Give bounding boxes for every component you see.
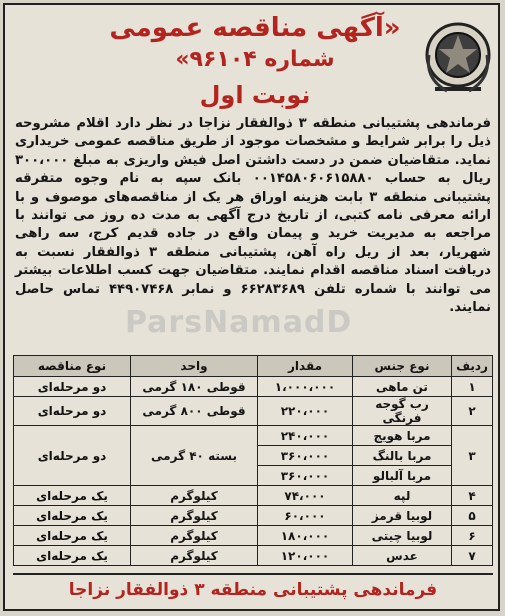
table-row bbox=[14, 486, 493, 506]
item-quantity: ۳۶۰،۰۰۰ bbox=[258, 466, 353, 486]
item-unit: قوطی ۸۰۰ گرمی bbox=[131, 397, 258, 426]
item-type: مربا بالنگ bbox=[353, 446, 452, 466]
item-quantity: ۷۴،۰۰۰ bbox=[258, 486, 353, 506]
row-number: ۷ bbox=[452, 546, 493, 566]
table-row bbox=[14, 506, 493, 526]
item-quantity: ۱،۰۰۰،۰۰۰ bbox=[258, 377, 353, 397]
ad-number: شماره ۹۶۱۰۴» bbox=[175, 47, 335, 72]
item-type: رب گوجه فرنگی bbox=[353, 397, 452, 426]
ad-title: «آگهی مناقصه عمومی bbox=[109, 13, 401, 43]
watermark-text: ParsNamadD bbox=[125, 305, 353, 340]
tender-type: یک مرحله‌ای bbox=[14, 486, 131, 506]
item-type: لپه bbox=[353, 486, 452, 506]
item-unit: کیلوگرم bbox=[131, 546, 258, 566]
item-unit: کیلوگرم bbox=[131, 506, 258, 526]
table-row bbox=[14, 426, 493, 446]
items-table bbox=[13, 355, 493, 566]
tender-type: یک مرحله‌ای bbox=[14, 526, 131, 546]
ad-round: نوبت اول bbox=[199, 81, 311, 109]
item-unit: کیلوگرم bbox=[131, 526, 258, 546]
table-row bbox=[14, 377, 493, 397]
item-quantity: ۲۲۰،۰۰۰ bbox=[258, 397, 353, 426]
header-tender-type: نوع مناقصه bbox=[14, 356, 131, 377]
table-row bbox=[14, 546, 493, 566]
tender-type: یک مرحله‌ای bbox=[14, 546, 131, 566]
item-type: مربا هویج bbox=[353, 426, 452, 446]
item-type: مربا آلبالو bbox=[353, 466, 452, 486]
signature-footer: فرماندهی پشتیبانی منطقه ۳ ذوالفقار نزاجا bbox=[13, 573, 493, 605]
row-number: ۳ bbox=[452, 426, 493, 486]
item-type: عدس bbox=[353, 546, 452, 566]
item-type: لوبیا قرمز bbox=[353, 506, 452, 526]
item-quantity: ۱۲۰،۰۰۰ bbox=[258, 546, 353, 566]
item-unit: کیلوگرم bbox=[131, 486, 258, 506]
header-row-number: ردیف bbox=[452, 356, 493, 377]
item-type: لوبیا چیتی bbox=[353, 526, 452, 546]
item-quantity: ۶۰،۰۰۰ bbox=[258, 506, 353, 526]
row-number: ۴ bbox=[452, 486, 493, 506]
table-row bbox=[14, 526, 493, 546]
item-unit: بسته ۴۰ گرمی bbox=[131, 426, 258, 486]
army-emblem-icon bbox=[423, 19, 493, 97]
item-type: تن ماهی bbox=[353, 377, 452, 397]
item-unit: قوطی ۱۸۰ گرمی bbox=[131, 377, 258, 397]
tender-type: دو مرحله‌ای bbox=[14, 397, 131, 426]
item-quantity: ۳۶۰،۰۰۰ bbox=[258, 446, 353, 466]
row-number: ۲ bbox=[452, 397, 493, 426]
header-item-type: نوع جنس bbox=[353, 356, 452, 377]
row-number: ۶ bbox=[452, 526, 493, 546]
tender-type: دو مرحله‌ای bbox=[14, 426, 131, 486]
ad-body bbox=[15, 115, 491, 317]
table-header-row bbox=[14, 356, 493, 377]
tender-type: یک مرحله‌ای bbox=[14, 506, 131, 526]
item-quantity: ۱۸۰،۰۰۰ bbox=[258, 526, 353, 546]
ad-paragraph: فرماندهی پشتیبانی منطقه ۳ ذوالفقار نزاجا در نظر دارد اقلام مشروحه ذیل را برابر شرایط و مشخصات موجود از طریق مناقصه عمومی خریداری نماید. متقاضیان ضمن در دست داشتن اصل فیش واریزی به مبلغ ۳۰۰،۰۰۰ ریال به حساب ۰۰۱۴۵۸۰۶۰۶۱۵۸۸۰ بانک سپه به نام وجوه متفرقه پشتیبانی منطقه ۳ بابت هزینه اوراق هر یک از مناقصه‌های موصوف و با ارائه معرفی نامه کتبی، از تاریخ درج آگهی به مدت ده روز می توانند با مراجعه به مدیریت خرید و پیمان واقع در جاده قدیم کرج، سه راهی شهریار، بعد از ریل راه آهن، پشتیبانی منطقه ۳ ذوالفقار نسبت به دریافت اسناد مناقصه اقدام نمایند. متقاضیان جهت کسب اطلاعات بیشتر می توانند با شماره تلفن ۶۶۲۸۳۶۸۹ و نمابر ۴۴۹۰۷۴۶۸ تماس حاصل نمایند. bbox=[15, 116, 492, 316]
item-quantity: ۲۴۰،۰۰۰ bbox=[258, 426, 353, 446]
row-number: ۵ bbox=[452, 506, 493, 526]
tender-type: دو مرحله‌ای bbox=[14, 377, 131, 397]
header-unit: واحد bbox=[131, 356, 258, 377]
row-number: ۱ bbox=[452, 377, 493, 397]
table-row bbox=[14, 397, 493, 426]
header-quantity: مقدار bbox=[258, 356, 353, 377]
advertisement-page bbox=[3, 3, 500, 611]
